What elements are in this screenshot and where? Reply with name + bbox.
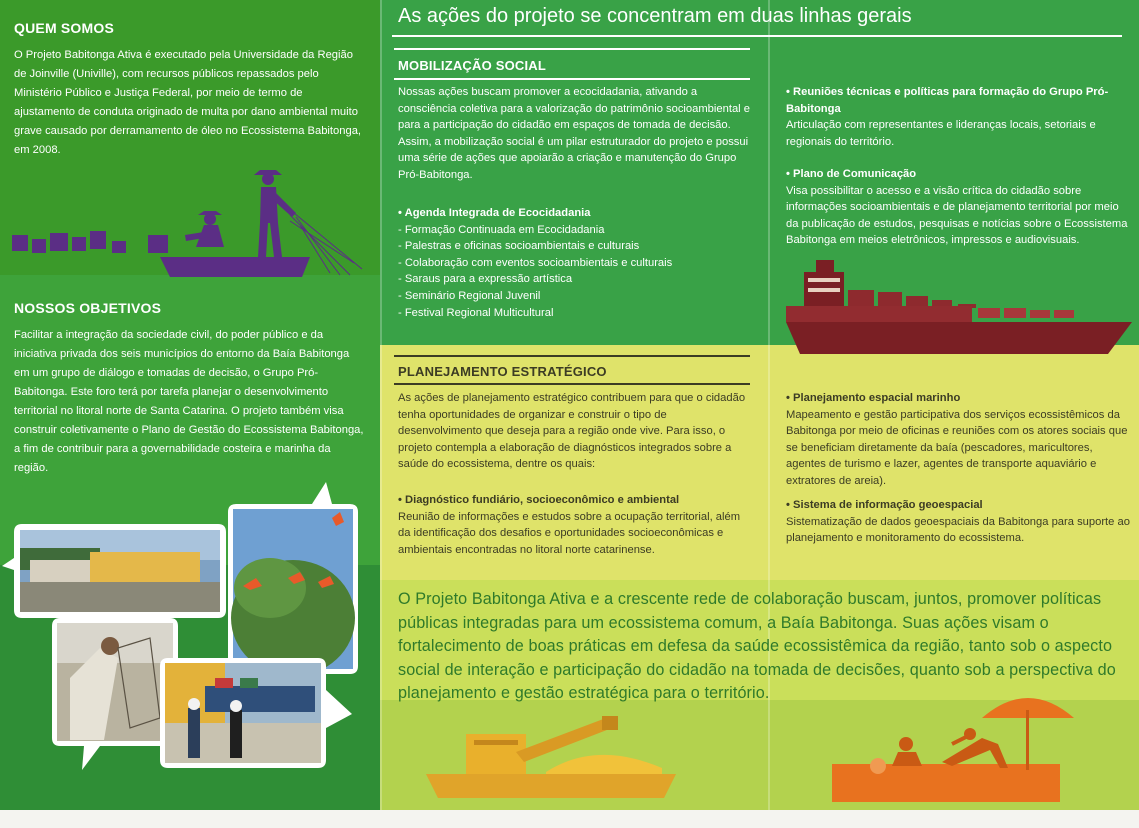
agenda-list (398, 222, 753, 322)
agenda-item: - Saraus para a expressão artística (398, 273, 573, 286)
plano-comunicacao-title: • Plano de Comunicação (786, 168, 917, 180)
planejamento-espacial-text: Mapeamento e gestão participativa dos serviços ecossistêmicos da Babitonga por meio de oficinas e reuniões com os atores sociais que se beneficiam diretamente da baía (pescadores, maricultores, agentes de turismo e lazer, agentes de transporte aquaviário e extratores de areia). (786, 408, 1128, 487)
agenda-item: - Palestras e oficinas socioambientais e culturais (398, 240, 640, 253)
heading-rule (392, 35, 1122, 37)
fold-line-left (380, 0, 382, 810)
reunioes-text: Articulação com representantes e lideranças locais, setoriais e regionais do território. (786, 119, 1096, 148)
planejamento-intro: As ações de planejamento estratégico contribuem para que o cidadão tenha oportunidades de organizar e construir o tipo de desenvolvimento que deseja para a região onde vive. Para isso, o projeto contempla a elaboração de diagnósticos integrados sobre a saúde do ecossistema, dentre os quais: (398, 392, 746, 471)
agenda-item: - Formação Continuada em Ecocidadania (398, 223, 605, 236)
sand-dredger-illustration (426, 712, 686, 802)
quem-somos-text: O Projeto Babitonga Ativa é executado pela Universidade da Região de Joinville (Univille), com recursos públicos repassados pelo Ministério Público e Justiça Federal, por meio de termo de ajustamento de conduta originado de multa por dano ambiental muito grave causado por derramamento de óleo no Ecossistema Babitonga, em 2008. (14, 49, 362, 156)
agenda-title: • Agenda Integrada de Ecocidadania (398, 207, 591, 219)
reunioes-block (786, 84, 1128, 150)
agenda-item: - Seminário Regional Juvenil (398, 289, 541, 302)
main-heading: As ações do projeto se concentram em duas linhas gerais (398, 5, 912, 27)
plano-comunicacao-block (786, 166, 1128, 249)
nossos-objetivos-title: NOSSOS OBJETIVOS (14, 300, 162, 316)
closing-statement: O Projeto Babitonga Ativa e a crescente rede de colaboração buscam, juntos, promover políticas públicas integradas para um ecossistema comum, a Baía Babitonga. Suas ações visam o fortalecimento de boas práticas em defesa da saúde ecossistêmica da região, tanto sob o aspecto social de interação e participação do cidadão na tomada de decisões, quanto sob a perspectiva do planejamento e gestão estratégica para o território. (398, 590, 1116, 702)
mobilizacao-title-underline (394, 78, 750, 80)
sistema-geoespacial-block (786, 497, 1130, 547)
nossos-objetivos-text: Facilitar a integração da sociedade civil, do poder público e da iniciativa privada dos seis municípios do entorno da Baía Babitonga em um grupo de diálogo e tomadas de decisão, o Grupo Pró-Babitonga. Este foro terá por tarefa planejar o desenvolvimento territorial no litoral norte de Santa Catarina. O projeto também visa construir coletivamente o Plano de Gestão do Ecossistema Babitonga, a fim de contribuir para a governabilidade costeira e marinha da região. (14, 329, 364, 474)
agenda-item: - Colaboração com eventos socioambientais e culturais (398, 256, 673, 269)
mobilizacao-rule (394, 48, 750, 50)
planejamento-espacial-title: • Planejamento espacial marinho (786, 392, 961, 404)
diagnostico-text: Reunião de informações e estudos sobre a ocupação territorial, além da identificação dos desafios e oportunidades socioeconômicas e ambientais encontradas no litoral norte catarinense. (398, 510, 741, 556)
photo-collage (0, 478, 380, 778)
sistema-geoespacial-text: Sistematização de dados geoespaciais da Babitonga para suporte ao planejamento e monitoramento do ecossistema. (786, 515, 1130, 545)
planejamento-title-underline (394, 383, 750, 385)
mobilizacao-intro: Nossas ações buscam promover a ecocidadania, ativando a consciência coletiva para a valorização do patrimônio socioambiental e para a participação do cidadão em espaços de tomada de decisão. Assim, a mobilização social é um pilar estruturador do projeto e possui uma série de ações que apoiarão a criação e manutenção do Grupo Pró-Babitonga. (398, 86, 750, 181)
planejamento-rule (394, 355, 750, 357)
agenda-block (398, 205, 753, 321)
mobilizacao-title: MOBILIZAÇÃO SOCIAL (398, 58, 547, 73)
cargo-ship-illustration (782, 260, 1134, 362)
planejamento-espacial-block (786, 390, 1130, 490)
reunioes-title: • Reuniões técnicas e políticas para formação do Grupo Pró-Babitonga (786, 86, 1109, 115)
planejamento-title: PLANEJAMENTO ESTRATÉGICO (398, 364, 607, 379)
agenda-item: - Festival Regional Multicultural (398, 306, 554, 319)
diagnostico-block (398, 492, 748, 558)
diagnostico-title: • Diagnóstico fundiário, socioeconômico e ambiental (398, 494, 680, 506)
beach-leisure-illustration (832, 688, 1076, 802)
plano-comunicacao-text: Visa possibilitar o acesso e a visão crítica do cidadão sobre informações socioambientais e de planejamento territorial por meio da publicação de estudos, pesquisas e notícias sobre o Ecossistema Babitonga em meios eletrônicos, impressos e audiovisuais. (786, 184, 1128, 247)
fishermen-boat-illustration (10, 165, 370, 280)
sistema-geoespacial-title: • Sistema de informação geoespacial (786, 499, 983, 511)
quem-somos-title: QUEM SOMOS (14, 20, 115, 36)
